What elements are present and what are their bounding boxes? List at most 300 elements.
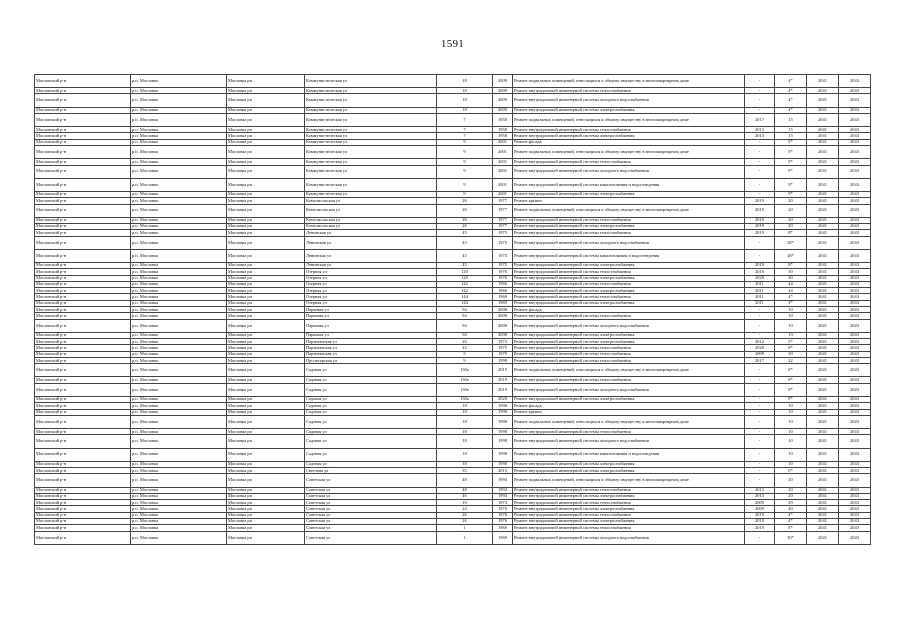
work-type-cell: Ремонт внутридомовой инженерной системы электроснабжения xyxy=(513,518,745,524)
table-row xyxy=(35,94,871,107)
table-row xyxy=(35,113,871,126)
plan-end-cell: 2043 xyxy=(839,364,871,377)
last-repair-year-cell: 2017 xyxy=(745,358,775,364)
district-cell: Масловский р-н xyxy=(35,75,131,88)
wear-cell: 8* xyxy=(775,345,807,351)
district-cell: Масловский р-н xyxy=(35,396,131,402)
locality-cell: Масловка рп xyxy=(227,300,305,306)
build-year-cell: 1994 xyxy=(493,493,513,499)
street-cell: Коммунистическая ул xyxy=(305,159,437,165)
locality-cell: Масловка рп xyxy=(227,487,305,493)
house-number-cell: 120 xyxy=(437,275,493,281)
district-cell: Масловский р-н xyxy=(35,313,131,319)
plan-end-cell: 2043 xyxy=(839,159,871,165)
plan-start-cell: 2041 xyxy=(807,358,839,364)
wear-cell: 30 xyxy=(775,351,807,357)
build-year-cell: 1998 xyxy=(493,429,513,435)
plan-end-cell: 2043 xyxy=(839,236,871,249)
wear-cell: 8* xyxy=(775,525,807,531)
build-year-cell: 1998 xyxy=(493,461,513,467)
house-number-cell: 26 xyxy=(437,198,493,204)
last-repair-year-cell: 2019 xyxy=(745,217,775,223)
house-number-cell: 46 xyxy=(437,493,493,499)
last-repair-year-cell: 2019 xyxy=(745,525,775,531)
street-cell: Садовая ул xyxy=(305,429,437,435)
build-year-cell: 1977 xyxy=(493,198,513,204)
district-cell: Масловский р-н xyxy=(35,275,131,281)
plan-start-cell: 2041 xyxy=(807,435,839,448)
locality-cell: Масловка рп xyxy=(227,275,305,281)
plan-end-cell: 2043 xyxy=(839,288,871,294)
wear-cell: 4* xyxy=(775,94,807,107)
house-number-cell: 9 xyxy=(437,165,493,178)
last-repair-year-cell: 2013 xyxy=(745,487,775,493)
wear-cell: 22 xyxy=(775,358,807,364)
settlement-cell: р.п. Масловка xyxy=(131,113,227,126)
work-type-cell: Ремонт внутридомовой инженерной системы теплоснабжения xyxy=(513,230,745,236)
build-year-cell: 2001 xyxy=(493,139,513,145)
plan-end-cell: 2043 xyxy=(839,88,871,94)
last-repair-year-cell: - xyxy=(745,364,775,377)
work-type-cell: Ремонт внутридомовой инженерной системы электроснабжения xyxy=(513,300,745,306)
work-type-cell: Ремонт внутридомовой инженерной системы холодного водоснабжения xyxy=(513,383,745,396)
settlement-cell: р.п. Масловка xyxy=(131,249,227,262)
district-cell: Масловский р-н xyxy=(35,364,131,377)
plan-start-cell: 2041 xyxy=(807,339,839,345)
settlement-cell: р.п. Масловка xyxy=(131,403,227,409)
work-type-cell: Ремонт внутридомовой инженерной системы электроснабжения xyxy=(513,339,745,345)
house-number-cell: 7 xyxy=(437,113,493,126)
work-type-cell: Ремонт подвальных помещений, относящихся к общему имуществу в многоквартирном доме xyxy=(513,474,745,487)
last-repair-year-cell: - xyxy=(745,107,775,113)
last-repair-year-cell: 2020 xyxy=(745,345,775,351)
house-number-cell: 26 xyxy=(437,204,493,217)
last-repair-year-cell: - xyxy=(745,403,775,409)
plan-end-cell: 2043 xyxy=(839,94,871,107)
work-type-cell: Ремонт внутридомовой инженерной системы теплоснабжения xyxy=(513,294,745,300)
work-type-cell: Ремонт внутридомовой инженерной системы электроснабжения xyxy=(513,191,745,197)
last-repair-year-cell: - xyxy=(745,377,775,383)
build-year-cell: 2001 xyxy=(493,159,513,165)
settlement-cell: р.п. Масловка xyxy=(131,262,227,268)
street-cell: Парковая ул xyxy=(305,307,437,313)
settlement-cell: р.п. Масловка xyxy=(131,364,227,377)
district-cell: Масловский р-н xyxy=(35,525,131,531)
work-type-cell: Ремонт внутридомовой инженерной системы холодного водоснабжения xyxy=(513,165,745,178)
table-row xyxy=(35,415,871,428)
plan-start-cell: 2041 xyxy=(807,107,839,113)
settlement-cell: р.п. Масловка xyxy=(131,191,227,197)
build-year-cell: 2001 xyxy=(493,146,513,159)
work-type-cell: Ремонт внутридомовой инженерной системы канализования и водоотведения xyxy=(513,178,745,191)
street-cell: Парковая ул xyxy=(305,319,437,332)
house-number-cell: 18 xyxy=(437,75,493,88)
plan-end-cell: 2043 xyxy=(839,403,871,409)
wear-cell: 44 xyxy=(775,281,807,287)
last-repair-year-cell: 2009 xyxy=(745,500,775,506)
build-year-cell: 1976 xyxy=(493,512,513,518)
work-type-cell: Ремонт подвальных помещений, относящихся к общему имуществу в многоквартирном доме xyxy=(513,75,745,88)
last-repair-year-cell: 2011 xyxy=(745,281,775,287)
house-number-cell: 18 xyxy=(437,461,493,467)
locality-cell: Масловка рп xyxy=(227,269,305,275)
table-row xyxy=(35,474,871,487)
locality-cell: Масловка рп xyxy=(227,281,305,287)
last-repair-year-cell: 2013 xyxy=(745,133,775,139)
plan-start-cell: 2041 xyxy=(807,468,839,474)
locality-cell: Масловка рп xyxy=(227,518,305,524)
plan-end-cell: 2043 xyxy=(839,506,871,512)
plan-end-cell: 2043 xyxy=(839,307,871,313)
build-year-cell: 1998 xyxy=(493,409,513,415)
work-type-cell: Ремонт внутридомовой инженерной системы электроснабжения xyxy=(513,468,745,474)
settlement-cell: р.п. Масловка xyxy=(131,204,227,217)
plan-start-cell: 2041 xyxy=(807,300,839,306)
settlement-cell: р.п. Масловка xyxy=(131,75,227,88)
street-cell: Комсомольская ул xyxy=(305,204,437,217)
build-year-cell: 2020 xyxy=(493,396,513,402)
locality-cell: Масловка рп xyxy=(227,159,305,165)
locality-cell: Масловка рп xyxy=(227,319,305,332)
plan-end-cell: 2043 xyxy=(839,113,871,126)
wear-cell: 4* xyxy=(775,75,807,88)
wear-cell: 10 xyxy=(775,313,807,319)
wear-cell: 8* xyxy=(775,230,807,236)
settlement-cell: р.п. Масловка xyxy=(131,493,227,499)
locality-cell: Масловка рп xyxy=(227,364,305,377)
locality-cell: Масловка рп xyxy=(227,403,305,409)
settlement-cell: р.п. Масловка xyxy=(131,275,227,281)
settlement-cell: р.п. Масловка xyxy=(131,127,227,133)
plan-start-cell: 2041 xyxy=(807,139,839,145)
plan-end-cell: 2043 xyxy=(839,133,871,139)
build-year-cell: 2019 xyxy=(493,377,513,383)
settlement-cell: р.п. Масловка xyxy=(131,351,227,357)
plan-start-cell: 2041 xyxy=(807,288,839,294)
street-cell: Советская ул xyxy=(305,512,437,518)
build-year-cell: 1958 xyxy=(493,133,513,139)
last-repair-year-cell: - xyxy=(745,165,775,178)
district-cell: Масловский р-н xyxy=(35,223,131,229)
locality-cell: Масловка рп xyxy=(227,107,305,113)
work-type-cell: Ремонт внутридомовой инженерной системы электроснабжения xyxy=(513,107,745,113)
locality-cell: Масловка рп xyxy=(227,383,305,396)
last-repair-year-cell: - xyxy=(745,236,775,249)
build-year-cell: 1977 xyxy=(493,217,513,223)
work-type-cell: Ремонт внутридомовой инженерной системы электроснабжения xyxy=(513,133,745,139)
last-repair-year-cell: 2019 xyxy=(745,223,775,229)
plan-end-cell: 2043 xyxy=(839,319,871,332)
house-number-cell: 9 xyxy=(437,358,493,364)
plan-start-cell: 2041 xyxy=(807,75,839,88)
work-type-cell: Ремонт внутридомовой инженерной системы теплоснабжения xyxy=(513,512,745,518)
last-repair-year-cell: - xyxy=(745,429,775,435)
wear-cell: 10 xyxy=(775,435,807,448)
work-type-cell: Ремонт внутридомовой инженерной системы теплоснабжения xyxy=(513,351,745,357)
settlement-cell: р.п. Масловка xyxy=(131,198,227,204)
plan-end-cell: 2043 xyxy=(839,493,871,499)
plan-end-cell: 2043 xyxy=(839,409,871,415)
plan-end-cell: 2043 xyxy=(839,281,871,287)
table-row xyxy=(35,236,871,249)
plan-end-cell: 2043 xyxy=(839,178,871,191)
district-cell: Масловский р-н xyxy=(35,383,131,396)
build-year-cell: 2001 xyxy=(493,191,513,197)
plan-start-cell: 2041 xyxy=(807,448,839,461)
district-cell: Масловский р-н xyxy=(35,493,131,499)
plan-end-cell: 2043 xyxy=(839,429,871,435)
district-cell: Масловский р-н xyxy=(35,358,131,364)
district-cell: Масловский р-н xyxy=(35,249,131,262)
locality-cell: Масловка рп xyxy=(227,294,305,300)
settlement-cell: р.п. Масловка xyxy=(131,159,227,165)
plan-end-cell: 2043 xyxy=(839,487,871,493)
settlement-cell: р.п. Масловка xyxy=(131,435,227,448)
locality-cell: Масловка рп xyxy=(227,236,305,249)
last-repair-year-cell: - xyxy=(745,313,775,319)
locality-cell: Масловка рп xyxy=(227,358,305,364)
house-number-cell: 18 xyxy=(437,415,493,428)
plan-start-cell: 2041 xyxy=(807,531,839,544)
locality-cell: Масловка рп xyxy=(227,88,305,94)
plan-start-cell: 2041 xyxy=(807,377,839,383)
last-repair-year-cell: 2013 xyxy=(745,493,775,499)
house-number-cell: 94 xyxy=(437,332,493,338)
house-number-cell: 18 xyxy=(437,448,493,461)
build-year-cell: 1966 xyxy=(493,281,513,287)
house-number-cell: 18 xyxy=(437,435,493,448)
locality-cell: Масловка рп xyxy=(227,165,305,178)
locality-cell: Масловка рп xyxy=(227,191,305,197)
settlement-cell: р.п. Масловка xyxy=(131,146,227,159)
last-repair-year-cell: 2019 xyxy=(745,204,775,217)
street-cell: Садовая ул xyxy=(305,396,437,402)
work-type-cell: Ремонт внутридомовой инженерной системы холодного водоснабжения xyxy=(513,319,745,332)
plan-start-cell: 2041 xyxy=(807,518,839,524)
house-number-cell: 142 xyxy=(437,281,493,287)
locality-cell: Масловка рп xyxy=(227,396,305,402)
district-cell: Масловский р-н xyxy=(35,487,131,493)
street-cell: Ленинская ул xyxy=(305,236,437,249)
work-type-cell: Ремонт внутридомовой инженерной системы теплоснабжения xyxy=(513,88,745,94)
wear-cell: 20 xyxy=(775,204,807,217)
page-number: 1591 xyxy=(440,38,465,50)
house-number-cell: 7 xyxy=(437,127,493,133)
plan-start-cell: 2041 xyxy=(807,127,839,133)
table-row xyxy=(35,204,871,217)
wear-cell: 15 xyxy=(775,113,807,126)
wear-cell: 15 xyxy=(775,133,807,139)
plan-start-cell: 2041 xyxy=(807,165,839,178)
locality-cell: Масловка рп xyxy=(227,262,305,268)
wear-cell: 10 xyxy=(775,319,807,332)
house-number-cell: 18 xyxy=(437,409,493,415)
locality-cell: Масловка рп xyxy=(227,377,305,383)
settlement-cell: р.п. Масловка xyxy=(131,500,227,506)
work-type-cell: Ремонт внутридомовой инженерной системы теплоснабжения xyxy=(513,525,745,531)
district-cell: Масловский р-н xyxy=(35,512,131,518)
plan-start-cell: 2041 xyxy=(807,249,839,262)
plan-start-cell: 2041 xyxy=(807,133,839,139)
build-year-cell: 2008 xyxy=(493,332,513,338)
locality-cell: Масловка рп xyxy=(227,429,305,435)
street-cell: Советская ул xyxy=(305,487,437,493)
work-type-cell: Ремонт крыши xyxy=(513,198,745,204)
last-repair-year-cell: - xyxy=(745,249,775,262)
work-type-cell: Ремонт внутридомовой инженерной системы холодного водоснабжения xyxy=(513,435,745,448)
settlement-cell: р.п. Масловка xyxy=(131,223,227,229)
wear-cell: 10 xyxy=(775,429,807,435)
house-number-cell: 18 xyxy=(437,403,493,409)
last-repair-year-cell: - xyxy=(745,178,775,191)
wear-cell: 10 xyxy=(775,415,807,428)
wear-cell: 9* xyxy=(775,191,807,197)
work-type-cell: Ремонт подвальных помещений, относящихся к общему имуществу в многоквартирном доме xyxy=(513,364,745,377)
street-cell: Озерная ул xyxy=(305,300,437,306)
plan-end-cell: 2043 xyxy=(839,448,871,461)
build-year-cell: 1976 xyxy=(493,275,513,281)
settlement-cell: р.п. Масловка xyxy=(131,531,227,544)
work-type-cell: Ремонт внутридомовой инженерной системы канализования и водоотведения xyxy=(513,249,745,262)
plan-end-cell: 2043 xyxy=(839,198,871,204)
locality-cell: Масловка рп xyxy=(227,506,305,512)
house-number-cell: 45 xyxy=(437,262,493,268)
plan-end-cell: 2043 xyxy=(839,461,871,467)
work-type-cell: Ремонт внутридомовой инженерной системы холодного водоснабжения xyxy=(513,531,745,544)
plan-start-cell: 2041 xyxy=(807,313,839,319)
street-cell: Партизанская ул xyxy=(305,339,437,345)
street-cell: Коммунистическая ул xyxy=(305,133,437,139)
work-type-cell: Ремонт внутридомовой инженерной системы теплоснабжения xyxy=(513,377,745,383)
work-type-cell: Ремонт внутридомовой инженерной системы канализования и водоотведения xyxy=(513,448,745,461)
house-number-cell: 20 xyxy=(437,339,493,345)
house-number-cell: 1 xyxy=(437,525,493,531)
locality-cell: Масловка рп xyxy=(227,249,305,262)
last-repair-year-cell: - xyxy=(745,448,775,461)
street-cell: Комсомольская ул xyxy=(305,217,437,223)
street-cell: Озерная ул xyxy=(305,281,437,287)
work-type-cell: Ремонт внутридомовой инженерной системы электроснабжения xyxy=(513,275,745,281)
locality-cell: Масловка рп xyxy=(227,500,305,506)
build-year-cell: 1969 xyxy=(493,300,513,306)
build-year-cell: 1969 xyxy=(493,525,513,531)
build-year-cell: 2009 xyxy=(493,88,513,94)
settlement-cell: р.п. Масловка xyxy=(131,133,227,139)
house-number-cell: 18 xyxy=(437,107,493,113)
street-cell: Озерная ул xyxy=(305,269,437,275)
last-repair-year-cell: 2019 xyxy=(745,512,775,518)
district-cell: Масловский р-н xyxy=(35,500,131,506)
plan-start-cell: 2041 xyxy=(807,364,839,377)
plan-start-cell: 2041 xyxy=(807,159,839,165)
plan-end-cell: 2043 xyxy=(839,377,871,383)
plan-start-cell: 2041 xyxy=(807,319,839,332)
build-year-cell: 1998 xyxy=(493,435,513,448)
street-cell: Партизанская ул xyxy=(305,345,437,351)
wear-cell: 29 xyxy=(775,500,807,506)
district-cell: Масловский р-н xyxy=(35,146,131,159)
locality-cell: Масловка рп xyxy=(227,127,305,133)
house-number-cell: 18 xyxy=(437,429,493,435)
district-cell: Масловский р-н xyxy=(35,107,131,113)
table-row xyxy=(35,178,871,191)
settlement-cell: р.п. Масловка xyxy=(131,307,227,313)
plan-start-cell: 2041 xyxy=(807,500,839,506)
district-cell: Масловский р-н xyxy=(35,531,131,544)
settlement-cell: р.п. Масловка xyxy=(131,313,227,319)
locality-cell: Масловка рп xyxy=(227,461,305,467)
settlement-cell: р.п. Масловка xyxy=(131,396,227,402)
locality-cell: Масловка рп xyxy=(227,133,305,139)
build-year-cell: 1969 xyxy=(493,531,513,544)
work-type-cell: Ремонт внутридомовой инженерной системы холодного водоснабжения xyxy=(513,236,745,249)
plan-end-cell: 2043 xyxy=(839,191,871,197)
district-cell: Масловский р-н xyxy=(35,345,131,351)
locality-cell: Масловка рп xyxy=(227,313,305,319)
build-year-cell: 1975 xyxy=(493,236,513,249)
build-year-cell: 1969 xyxy=(493,294,513,300)
street-cell: Комсомольская ул xyxy=(305,223,437,229)
plan-start-cell: 2041 xyxy=(807,461,839,467)
house-number-cell: 130а xyxy=(437,383,493,396)
plan-start-cell: 2041 xyxy=(807,351,839,357)
plan-start-cell: 2041 xyxy=(807,429,839,435)
locality-cell: Масловка рп xyxy=(227,339,305,345)
street-cell: Садовая ул xyxy=(305,364,437,377)
plan-start-cell: 2041 xyxy=(807,230,839,236)
work-type-cell: Ремонт внутридомовой инженерной системы электроснабжения xyxy=(513,396,745,402)
house-number-cell: 9 xyxy=(437,178,493,191)
settlement-cell: р.п. Масловка xyxy=(131,448,227,461)
settlement-cell: р.п. Масловка xyxy=(131,281,227,287)
district-cell: Масловский р-н xyxy=(35,165,131,178)
build-year-cell: 1977 xyxy=(493,223,513,229)
street-cell: Коммунистическая ул xyxy=(305,139,437,145)
street-cell: Ленинская ул xyxy=(305,230,437,236)
district-cell: Масловский р-н xyxy=(35,307,131,313)
wear-cell: 20 xyxy=(775,217,807,223)
last-repair-year-cell: - xyxy=(745,146,775,159)
district-cell: Масловский р-н xyxy=(35,377,131,383)
last-repair-year-cell: - xyxy=(745,307,775,313)
work-type-cell: Ремонт подвальных помещений, относящихся к общему имуществу в многоквартирном доме xyxy=(513,204,745,217)
street-cell: Парковая ул xyxy=(305,332,437,338)
table-body xyxy=(35,75,871,545)
plan-start-cell: 2041 xyxy=(807,506,839,512)
plan-start-cell: 2041 xyxy=(807,269,839,275)
house-number-cell: 45 xyxy=(437,249,493,262)
plan-start-cell: 2041 xyxy=(807,262,839,268)
district-cell: Масловский р-н xyxy=(35,236,131,249)
house-number-cell: 120 xyxy=(437,269,493,275)
work-type-cell: Ремонт внутридомовой инженерной системы электроснабжения xyxy=(513,461,745,467)
street-cell: Садовая ул xyxy=(305,409,437,415)
build-year-cell: 1994 xyxy=(493,487,513,493)
work-type-cell: Ремонт внутридомовой инженерной системы теплоснабжения xyxy=(513,487,745,493)
street-cell: Советская ул xyxy=(305,493,437,499)
district-cell: Масловский р-н xyxy=(35,127,131,133)
last-repair-year-cell: 2019 xyxy=(745,230,775,236)
work-type-cell: Ремонт фасада xyxy=(513,307,745,313)
house-number-cell: 5 xyxy=(437,351,493,357)
build-year-cell: 1998 xyxy=(493,448,513,461)
locality-cell: Масловка рп xyxy=(227,94,305,107)
settlement-cell: р.п. Масловка xyxy=(131,269,227,275)
house-number-cell: 26 xyxy=(437,223,493,229)
house-number-cell: 48 xyxy=(437,487,493,493)
plan-end-cell: 2043 xyxy=(839,332,871,338)
district-cell: Масловский р-н xyxy=(35,461,131,467)
